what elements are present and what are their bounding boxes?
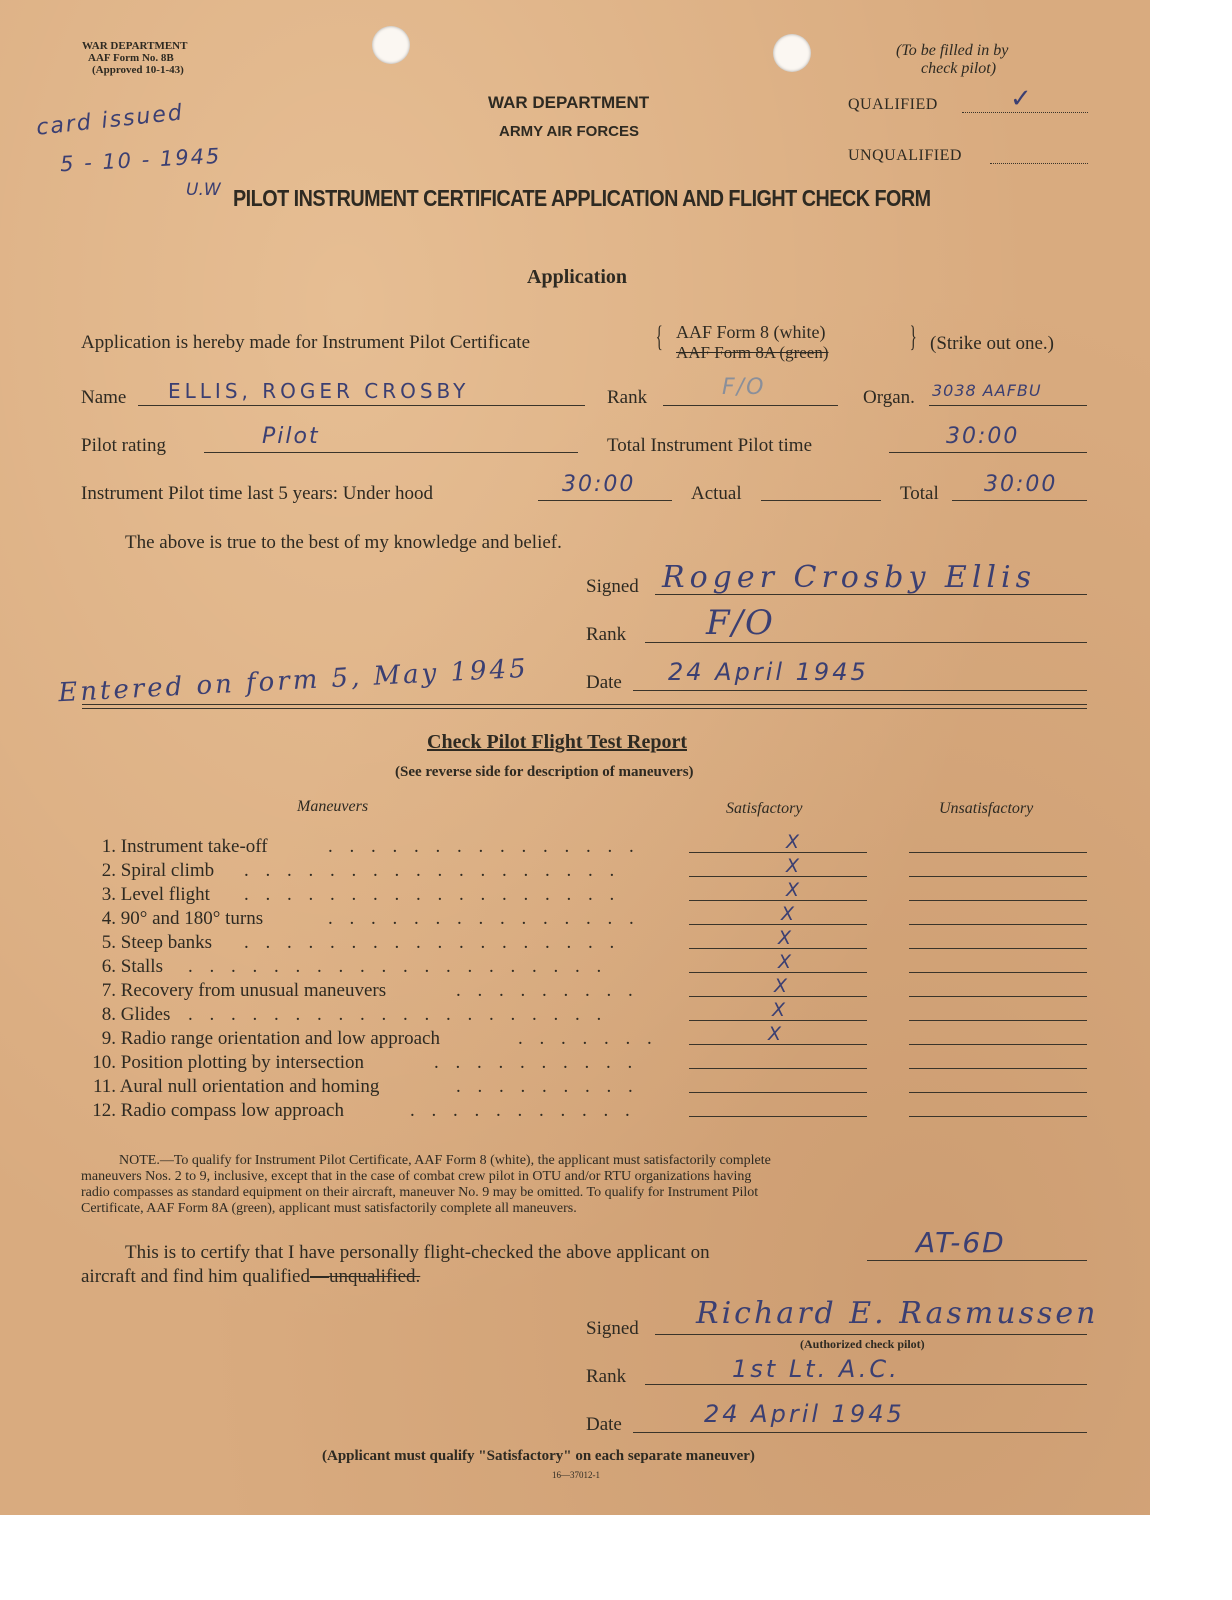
form-print-number: 16—37012-1 <box>552 1470 600 1480</box>
applicant-date-label: Date <box>586 672 622 693</box>
note-line-1: NOTE.—To qualify for Instrument Pilot Certificate, AAF Form 8 (white), the applicant must satisfactorily complete <box>119 1153 771 1168</box>
maneuver-name: Instrument take-off <box>120 836 268 857</box>
sat-mark-8: X <box>772 999 786 1021</box>
maneuver-number: 7. <box>101 980 116 1001</box>
strike-note: (Strike out one.) <box>930 333 1055 354</box>
maneuver-row: 3. Level flight . . . . . . . . . . . . . . . . . . <box>78 884 210 906</box>
checkpilot-signed-label: Signed <box>586 1318 639 1339</box>
total-label: Total <box>900 483 939 504</box>
actual-label: Actual <box>691 483 742 504</box>
qualified-check-mark: ✓ <box>1010 84 1032 114</box>
aircraft-line <box>867 1260 1087 1261</box>
maneuver-name: Level flight <box>120 884 210 905</box>
form-number-line: AAF Form No. 8B <box>88 52 174 64</box>
checkpilot-rank-value: 1st Lt. A.C. <box>732 1355 900 1383</box>
maneuver-row: 2. Spiral climb . . . . . . . . . . . . . . . . . . <box>78 860 214 882</box>
certify-text: This is to certify that I have personally flight-checked the above applicant on <box>125 1242 710 1263</box>
maneuver-name: Recovery from unusual maneuvers <box>120 980 387 1001</box>
rank-label: Rank <box>607 387 648 408</box>
total-time-line <box>889 452 1087 453</box>
certify-text-2 <box>81 1266 420 1288</box>
maneuver-name: Radio compass low approach <box>120 1100 344 1121</box>
sat-mark-3: X <box>786 879 800 901</box>
application-heading: Application <box>527 266 628 288</box>
checkpilot-rank-label: Rank <box>586 1366 627 1387</box>
maneuver-row: 4. 90° and 180° turns . . . . . . . . . . . . . . . <box>78 908 263 930</box>
check-pilot-note: (To be filled in by <box>896 42 1009 59</box>
sat-mark-1: X <box>786 831 800 853</box>
maneuver-row: 9. Radio range orientation and low approach . . . . . . . <box>78 1028 440 1050</box>
maneuver-number: 10. <box>92 1052 116 1073</box>
footer-note: (Applicant must qualify "Satisfactory" on each separate maneuver) <box>322 1448 755 1464</box>
maneuver-row: 12. Radio compass low approach . . . . . . . . . . . <box>78 1100 344 1122</box>
maneuver-number: 6. <box>101 956 116 977</box>
applicant-date-value: 24 April 1945 <box>668 658 869 686</box>
note-line-2: maneuvers Nos. 2 to 9, inclusive, except that in the case of combat crew pilot in OTU and/or RTU organizations having <box>81 1169 752 1184</box>
col-satisfactory-header: Satisfactory <box>726 800 803 817</box>
maneuver-number: 3. <box>101 884 116 905</box>
unqualified-label: UNQUALIFIED <box>848 147 962 164</box>
certificate-option-white: AAF Form 8 (white) <box>676 322 826 342</box>
applicant-date-line <box>633 690 1087 691</box>
checkpilot-rank-line <box>645 1384 1087 1385</box>
applicant-signed-label: Signed <box>586 576 639 597</box>
form-title: PILOT INSTRUMENT CERTIFICATE APPLICATION AND FLIGHT CHECK FORM <box>233 185 931 211</box>
sat-mark-9: X <box>768 1023 782 1045</box>
attestation-text: The above is true to the best of my knowledge and belief. <box>125 532 562 553</box>
maneuver-row: 10. Position plotting by intersection . . . . . . . . . . <box>78 1052 364 1074</box>
sat-mark-7: X <box>774 975 788 997</box>
maneuver-name: Position plotting by intersection <box>120 1052 365 1073</box>
qualified-text: aircraft and find him qualified <box>81 1266 310 1287</box>
total-time-value: 30:00 <box>946 424 1020 449</box>
sat-mark-6: X <box>778 951 792 973</box>
maneuver-name: Aural null orientation and homing <box>119 1076 380 1097</box>
brace-right: } <box>909 320 917 353</box>
note-line-4: Certificate, AAF Form 8A (green), applicant must satisfactorily complete all maneuvers. <box>81 1201 577 1216</box>
col-maneuvers-header: Maneuvers <box>297 798 369 815</box>
qualified-label: QUALIFIED <box>848 96 938 113</box>
maneuver-row: 8. Glides . . . . . . . . . . . . . . . . . . . . <box>78 1004 170 1026</box>
organ-value: 3038 AAFBU <box>932 381 1042 400</box>
col-unsatisfactory-header: Unsatisfactory <box>939 800 1034 817</box>
maneuver-row: 6. Stalls . . . . . . . . . . . . . . . . . . . . <box>78 956 163 978</box>
initials-note: U.W <box>186 180 221 200</box>
maneuver-number: 9. <box>101 1028 116 1049</box>
maneuver-name: Steep banks <box>120 932 213 953</box>
name-value: ELLIS, ROGER CROSBY <box>168 379 470 403</box>
applicant-rank-value: F/O <box>706 603 775 643</box>
form-approved-line: (Approved 10-1-43) <box>92 64 184 76</box>
maneuver-number: 1. <box>101 836 116 857</box>
section-divider-1 <box>82 704 1087 705</box>
maneuver-row: 11. Aural null orientation and homing . . . . . . . . . <box>78 1076 379 1098</box>
punch-hole-left <box>372 26 410 64</box>
maneuver-number: 5. <box>101 932 116 953</box>
under-hood-line <box>538 500 672 501</box>
unqualified-line <box>990 163 1088 164</box>
under-hood-value: 30:00 <box>562 472 636 497</box>
applicant-rank-label: Rank <box>586 624 627 645</box>
maneuver-name: Spiral climb <box>120 860 215 881</box>
authorized-label: (Authorized check pilot) <box>800 1337 925 1351</box>
name-label: Name <box>81 387 127 408</box>
organ-line <box>929 405 1087 406</box>
report-subheading: (See reverse side for description of maneuvers) <box>395 764 694 780</box>
pilot-rating-value: Pilot <box>262 424 320 449</box>
pilot-rating-label: Pilot rating <box>81 435 166 456</box>
card-issued-date: 5 - 10 - 1945 <box>59 143 222 177</box>
maneuver-number: 11. <box>92 1076 116 1097</box>
name-line <box>138 405 585 406</box>
sat-mark-5: X <box>778 927 792 949</box>
last5-label: Instrument Pilot time last 5 years: Under hood <box>81 483 433 504</box>
check-pilot-note-2: check pilot) <box>921 60 997 77</box>
maneuver-row: 1. Instrument take-off . . . . . . . . . . . . . . . <box>78 836 268 858</box>
rank-line <box>663 405 838 406</box>
maneuver-number: 8. <box>101 1004 116 1025</box>
maneuver-name: Glides <box>120 1004 171 1025</box>
punch-hole-right <box>773 34 811 72</box>
org-subtitle: ARMY AIR FORCES <box>499 123 640 140</box>
total-value: 30:00 <box>984 472 1058 497</box>
section-divider-2 <box>82 708 1087 709</box>
report-heading: Check Pilot Flight Test Report <box>427 731 687 753</box>
maneuver-number: 2. <box>101 860 116 881</box>
aircraft-value: AT-6D <box>916 1226 1006 1259</box>
total-line <box>952 500 1087 501</box>
total-time-label: Total Instrument Pilot time <box>607 435 813 456</box>
brace-left: { <box>655 320 663 353</box>
maneuver-number: 12. <box>92 1100 116 1121</box>
maneuver-name: Stalls <box>120 956 163 977</box>
checkpilot-date-label: Date <box>586 1414 622 1435</box>
checkpilot-signed-line <box>655 1334 1087 1335</box>
note-line-3: radio compasses as standard equipment on their aircraft, maneuver No. 9 may be omitted. To qualify for Instrument Pilot <box>81 1185 759 1200</box>
applicant-signature: Roger Crosby Ellis <box>662 560 1037 595</box>
card-issued-note: card issued <box>35 100 185 141</box>
maneuver-number: 4. <box>101 908 116 929</box>
form-dept-line: WAR DEPARTMENT <box>82 40 188 52</box>
maneuver-row: 7. Recovery from unusual maneuvers . . . . . . . . . <box>78 980 386 1002</box>
checkpilot-date-value: 24 April 1945 <box>704 1400 905 1428</box>
maneuver-row: 5. Steep banks . . . . . . . . . . . . . . . . . . <box>78 932 212 954</box>
checkpilot-date-line <box>633 1432 1087 1433</box>
actual-line <box>761 500 881 501</box>
rank-value: F/O <box>722 375 766 400</box>
maneuver-name: 90° and 180° turns <box>120 908 264 929</box>
org-title: WAR DEPARTMENT <box>488 93 650 112</box>
unqualified-struck-text: —unqualified. <box>309 1266 421 1287</box>
sat-mark-2: X <box>786 855 800 877</box>
sat-mark-4: X <box>781 903 795 925</box>
pilot-rating-line <box>204 452 578 453</box>
organ-label: Organ. <box>863 387 915 408</box>
entered-on-form-note: Entered on form 5, May 1945 <box>57 653 530 709</box>
checkpilot-signature: Richard E. Rasmussen <box>696 1296 1099 1331</box>
application-intro: Application is hereby made for Instrument Pilot Certificate <box>81 332 531 353</box>
certificate-option-green: AAF Form 8A (green) <box>676 343 829 362</box>
maneuver-name: Radio range orientation and low approach <box>120 1028 440 1049</box>
